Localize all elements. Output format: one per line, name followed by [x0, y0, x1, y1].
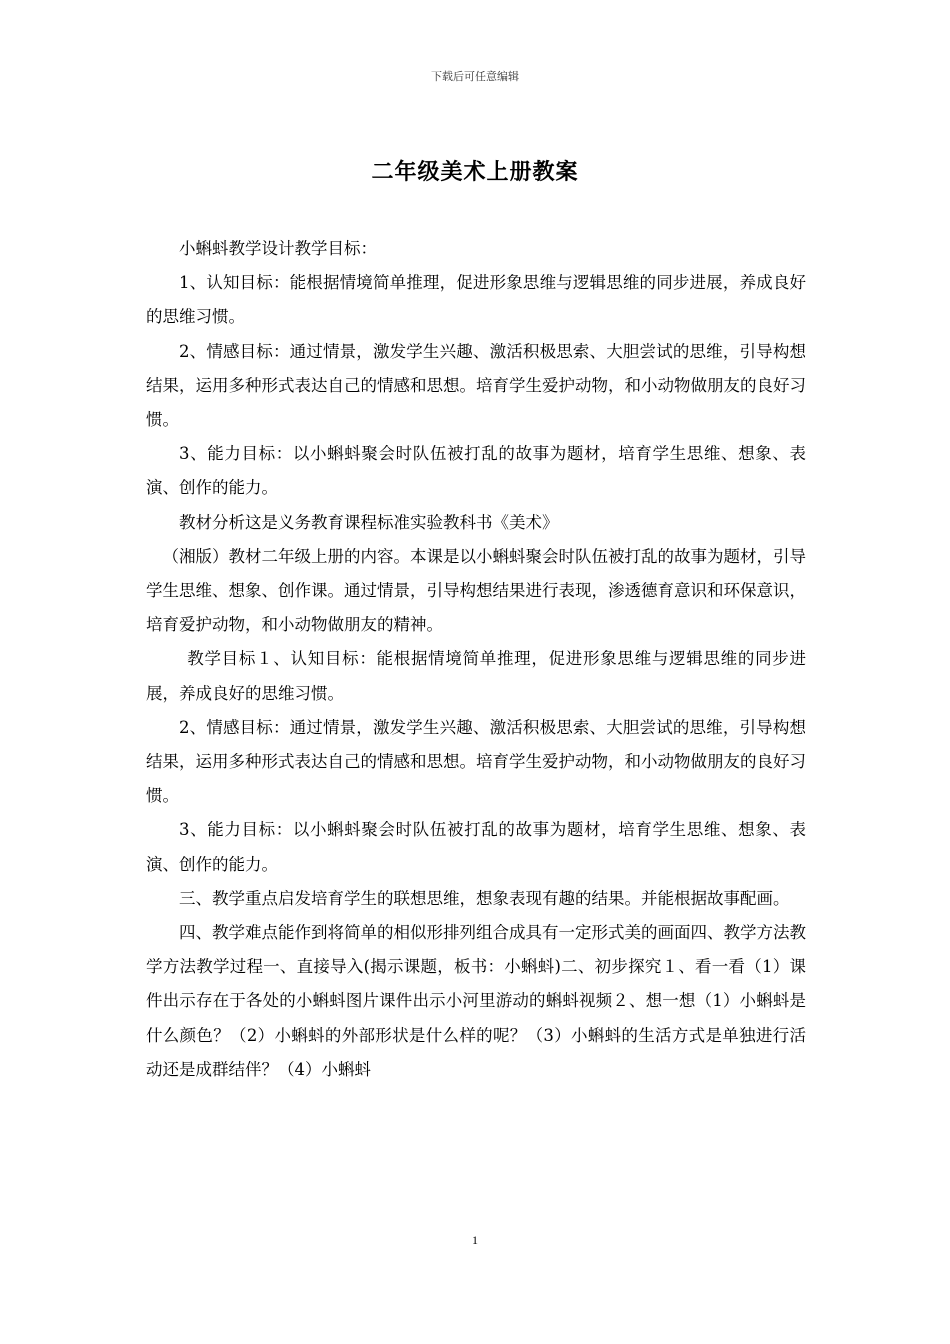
- paragraph-intro: 小蝌蚪教学设计教学目标：: [179, 239, 377, 258]
- paragraph-teaching-focus: 三、教学重点启发培育学生的联想思维，想象表现有趣的结果。并能根据故事配画。: [179, 888, 790, 908]
- paragraph-material-analysis: 教材分析这是义务教育课程标准实验教科书《美术》: [179, 512, 559, 532]
- paragraph-cognitive-goal: 1、认知目标：能根据情境简单推理，促进形象思维与逻辑思维的同步进展，养成良好的思维习惯。: [146, 273, 806, 327]
- paragraph-material-content: （湘版）教材二年级上册的内容。本课是以小蝌蚪聚会时队伍被打乱的故事为题材，引导学生思维、想象、创作课。通过情景，引导构想结果进行表现，渗透德育意识和环保意识，培育爱护动物，和小动物做朋友的精神。: [146, 546, 806, 635]
- page-number: 1: [472, 1233, 478, 1247]
- document-body: [146, 232, 806, 1087]
- paragraph-teaching-difficulty: 四、教学难点能作到将简单的相似形排列组合成具有一定形式美的画面四、教学方法教学方法教学过程一、直接导入(揭示课题，板书：小蝌蚪)二、初步探究１、看一看（1）课件出示存在于各处的小蝌蚪图片课件出示小河里游动的蝌蚪视频２、想一想（1）小蝌蚪是什么颜色？（2）小蝌蚪的外部形状是什么样的呢？（3）小蝌蚪的生活方式是单独进行活动还是成群结伴？（4）小蝌蚪: [146, 923, 806, 1079]
- page-header-note: 下载后可任意编辑: [431, 70, 519, 83]
- paragraph-ability-goal: 3、能力目标：以小蝌蚪聚会时队伍被打乱的故事为题材，培育学生思维、想象、表演、创作的能力。: [146, 444, 806, 498]
- document-title: 二年级美术上册教案: [371, 160, 579, 185]
- paragraph-emotional-goal-2: 2、情感目标：通过情景，激发学生兴趣、激活积极思索、大胆尝试的思维，引导构想结果，运用多种形式表达自己的情感和思想。培育学生爱护动物，和小动物做朋友的良好习惯。: [146, 717, 806, 806]
- paragraph-ability-goal-2: 3、能力目标：以小蝌蚪聚会时队伍被打乱的故事为题材，培育学生思维、想象、表演、创作的能力。: [146, 820, 806, 874]
- paragraph-teaching-goal: 教学目标１、认知目标：能根据情境简单推理，促进形象思维与逻辑思维的同步进展，养成良好的思维习惯。: [146, 649, 806, 703]
- paragraph-emotional-goal: 2、情感目标：通过情景，激发学生兴趣、激活积极思索、大胆尝试的思维，引导构想结果，运用多种形式表达自己的情感和思想。培育学生爱护动物，和小动物做朋友的良好习惯。: [146, 341, 806, 430]
